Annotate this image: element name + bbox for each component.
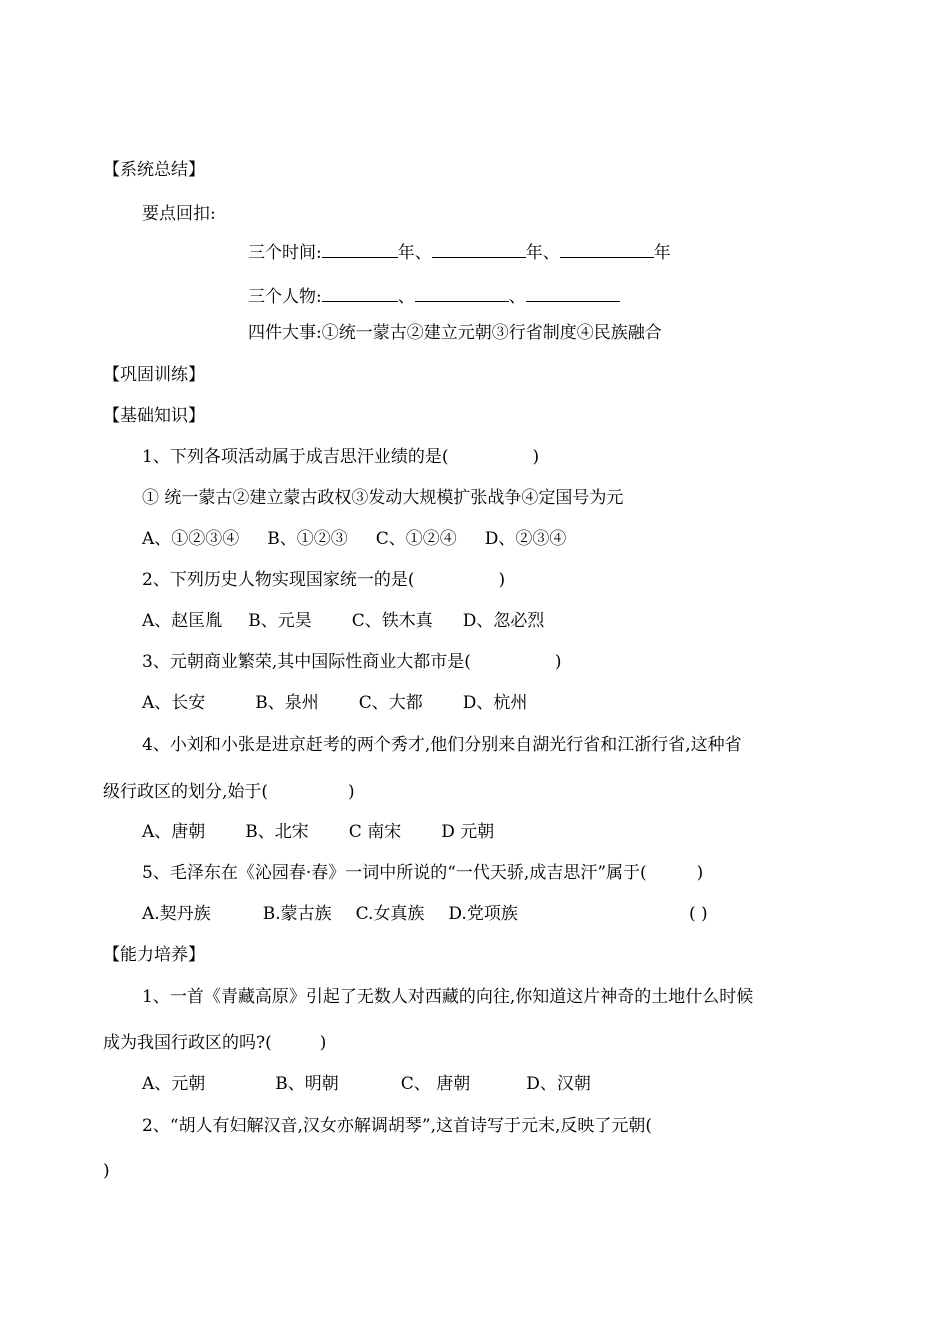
option-c[interactable]: C、大都	[358, 693, 423, 713]
blank-line[interactable]	[560, 241, 654, 258]
three-times-line: 三个时间: 年、 年、 年	[248, 243, 671, 263]
question-3-options	[142, 692, 527, 714]
question-5-options	[142, 903, 518, 925]
blank-line[interactable]	[322, 285, 398, 302]
option-a[interactable]: A.契丹族	[142, 904, 211, 924]
option-d[interactable]: D.党项族	[448, 904, 518, 924]
option-a[interactable]: A、唐朝	[142, 822, 206, 842]
option-b[interactable]: B、泉州	[255, 693, 319, 713]
option-b[interactable]: B、明朝	[275, 1074, 339, 1094]
section-heading-ability: 【能力培养】	[103, 945, 205, 965]
option-c[interactable]: C、铁木真	[351, 611, 433, 631]
option-d[interactable]: D、杭州	[462, 693, 528, 713]
option-c[interactable]: C、①②④	[375, 529, 457, 549]
section-heading-summary: 【系统总结】	[103, 160, 205, 180]
ability-question-1-stem-line1: 1、一首《青藏高原》引起了无数人对西藏的向往,你知道这片神奇的土地什么时候	[142, 987, 754, 1007]
times-label: 三个时间:	[248, 243, 322, 263]
blank-line[interactable]	[322, 241, 398, 258]
question-1-stem: 1、下列各项活动属于成吉思汗业绩的是( )	[142, 447, 540, 467]
question-2-options	[142, 610, 544, 632]
option-a[interactable]: A、①②③④	[142, 529, 240, 549]
option-c[interactable]: C.女真族	[355, 904, 425, 924]
question-4-stem-line1: 4、小刘和小张是进京赶考的两个秀才,他们分别来自湖光行省和江浙行省,这种省	[142, 735, 742, 755]
option-c[interactable]: C 南宋	[348, 822, 402, 842]
question-2-stem: 2、下列历史人物实现国家统一的是( )	[142, 570, 506, 590]
question-3-stem: 3、元朝商业繁荣,其中国际性商业大都市是( )	[142, 652, 562, 672]
four-events-line: 四件大事:①统一蒙古②建立元朝③行省制度④民族融合	[248, 323, 662, 343]
option-b[interactable]: B.蒙古族	[262, 904, 332, 924]
option-b[interactable]: B、北宋	[245, 822, 309, 842]
question-1-items: ① 统一蒙古②建立蒙古政权③发动大规模扩张战争④定国号为元	[142, 488, 624, 508]
blank-line[interactable]	[415, 285, 509, 302]
ability-question-2-stem: 2、“胡人有妇解汉音,汉女亦解调胡琴”,这首诗写于元末,反映了元朝(	[142, 1116, 653, 1136]
option-a[interactable]: A、元朝	[142, 1074, 206, 1094]
option-d[interactable]: D、忽必烈	[462, 611, 545, 631]
option-b[interactable]: B、元昊	[248, 611, 312, 631]
section-heading-basic: 【基础知识】	[103, 406, 205, 426]
option-d[interactable]: D、②③④	[484, 529, 567, 549]
question-4-options	[142, 821, 494, 843]
section-heading-consolidation: 【巩固训练】	[103, 365, 205, 385]
ability-question-1-options	[142, 1073, 591, 1095]
option-d[interactable]: D、汉朝	[526, 1074, 591, 1094]
question-5-answer-paren: ( )	[689, 904, 708, 924]
question-1-options	[142, 528, 566, 550]
blank-line[interactable]	[526, 285, 620, 302]
option-b[interactable]: B、①②③	[267, 529, 348, 549]
option-a[interactable]: A、赵匡胤	[142, 611, 223, 631]
question-4-stem-line2: 级行政区的划分,始于( )	[103, 782, 355, 802]
question-5-stem: 5、毛泽东在《沁园春·春》一词中所说的“一代天骄,成吉思汗”属于( )	[142, 863, 704, 883]
option-a[interactable]: A、长安	[142, 693, 206, 713]
ability-question-1-stem-line2: 成为我国行政区的吗?( )	[103, 1033, 327, 1053]
ability-question-2-close: )	[103, 1161, 110, 1181]
three-people-line: 三个人物: 、 、	[248, 285, 620, 308]
option-c[interactable]: C、 唐朝	[400, 1074, 471, 1094]
points-label: 要点回扣:	[142, 204, 216, 224]
people-label: 三个人物:	[248, 287, 322, 307]
option-d[interactable]: D 元朝	[441, 822, 495, 842]
blank-line[interactable]	[432, 241, 526, 258]
